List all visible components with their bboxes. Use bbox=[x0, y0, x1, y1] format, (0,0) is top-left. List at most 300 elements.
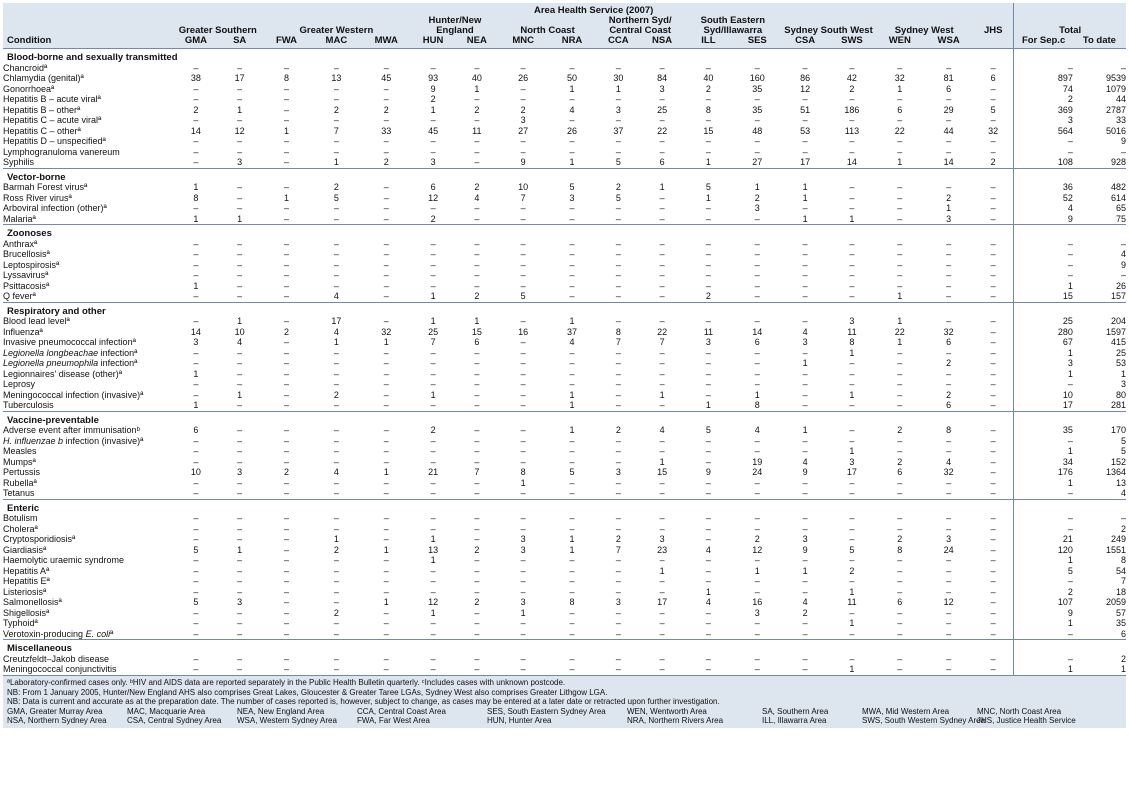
case-count: – bbox=[990, 597, 996, 608]
case-count: – bbox=[990, 513, 996, 524]
case-count: – bbox=[659, 608, 665, 618]
total-value: 415 bbox=[1110, 337, 1126, 348]
case-count: – bbox=[569, 115, 575, 126]
case-count: – bbox=[383, 566, 389, 576]
total-value: 4 bbox=[1120, 488, 1126, 498]
case-count: – bbox=[897, 147, 903, 157]
case-count: – bbox=[520, 436, 526, 446]
case-count: – bbox=[283, 214, 289, 224]
case-count: 45 bbox=[381, 73, 392, 84]
case-count: 7 bbox=[615, 337, 621, 348]
case-count: – bbox=[990, 115, 996, 126]
case-count: 1 bbox=[754, 566, 760, 576]
case-count: – bbox=[990, 576, 996, 587]
case-count: – bbox=[430, 478, 436, 488]
case-count: 1 bbox=[237, 316, 243, 327]
case-count: 1 bbox=[193, 400, 199, 410]
total-value: 18 bbox=[1115, 587, 1126, 597]
case-count: 11 bbox=[847, 597, 857, 608]
case-count: – bbox=[802, 94, 808, 105]
case-count: – bbox=[333, 597, 339, 608]
case-count: – bbox=[659, 555, 665, 566]
case-count: 5 bbox=[615, 157, 621, 167]
case-count: – bbox=[990, 239, 996, 249]
total-value: 65 bbox=[1115, 203, 1126, 214]
case-count: 93 bbox=[428, 73, 439, 84]
case-count: – bbox=[849, 555, 855, 566]
case-count: 1 bbox=[430, 608, 436, 618]
total-value: 108 bbox=[1014, 158, 1073, 169]
condition-name: Lyssavirusª bbox=[3, 270, 49, 281]
case-count: – bbox=[193, 488, 199, 498]
case-count: – bbox=[474, 513, 480, 524]
case-count: – bbox=[990, 524, 996, 534]
case-count: – bbox=[569, 136, 575, 147]
condition-name: Listeriosisª bbox=[3, 587, 47, 597]
region-header: South Eastern Syd/Illawarra bbox=[684, 16, 782, 36]
case-count: 1 bbox=[193, 369, 199, 379]
case-count: 2 bbox=[754, 193, 760, 203]
case-count: – bbox=[659, 400, 665, 410]
case-count: 2 bbox=[333, 105, 339, 115]
case-count: – bbox=[897, 214, 903, 224]
case-count: – bbox=[849, 94, 855, 105]
case-count: – bbox=[193, 576, 199, 587]
total-value: 35 bbox=[1014, 426, 1073, 437]
case-count: 4 bbox=[802, 597, 808, 608]
case-count: – bbox=[849, 270, 855, 281]
case-count: – bbox=[383, 214, 389, 224]
condition-name: Meningococcal infection (invasive)ª bbox=[3, 390, 144, 400]
total-value: – bbox=[1014, 524, 1073, 535]
case-count: – bbox=[193, 654, 199, 664]
case-count: – bbox=[520, 136, 526, 147]
case-count: – bbox=[283, 358, 289, 369]
case-count: – bbox=[283, 337, 289, 348]
table-row bbox=[3, 556, 1126, 567]
case-count: – bbox=[193, 587, 199, 597]
case-count: – bbox=[990, 348, 996, 358]
case-count: – bbox=[569, 608, 575, 618]
case-count: – bbox=[946, 436, 952, 446]
case-count: 4 bbox=[659, 425, 665, 436]
case-count: – bbox=[283, 182, 289, 193]
column-header bbox=[973, 36, 1014, 49]
case-count: 14 bbox=[190, 126, 201, 136]
case-count: – bbox=[383, 436, 389, 446]
total-value: – bbox=[1120, 513, 1126, 524]
total-value: – bbox=[1120, 270, 1126, 281]
case-count: – bbox=[283, 608, 289, 618]
table-row bbox=[3, 105, 1126, 116]
case-count: 2 bbox=[474, 597, 480, 608]
case-count: – bbox=[474, 115, 480, 126]
case-count: 3 bbox=[569, 193, 575, 203]
column-header: SA bbox=[218, 36, 262, 49]
case-count: – bbox=[569, 436, 575, 446]
condition-name: Choleraª bbox=[3, 524, 38, 534]
case-count: 8 bbox=[283, 73, 289, 84]
case-count: 32 bbox=[988, 126, 999, 136]
case-count: – bbox=[990, 467, 996, 478]
case-count: 15 bbox=[703, 126, 714, 136]
case-count: – bbox=[520, 281, 526, 291]
case-count: – bbox=[283, 618, 289, 629]
case-count: – bbox=[333, 63, 339, 73]
case-count: – bbox=[615, 358, 621, 369]
area-health-service-title: Area Health Service (2007) bbox=[174, 3, 1014, 16]
case-count: 2 bbox=[946, 193, 952, 203]
case-count: – bbox=[333, 147, 339, 157]
condition-name: Barmah Forest virusª bbox=[3, 182, 88, 193]
table-row bbox=[3, 369, 1126, 380]
case-count: – bbox=[193, 608, 199, 618]
total-value: 9 bbox=[1120, 260, 1126, 270]
header-corner bbox=[3, 3, 174, 16]
section-title-total-spacer bbox=[1014, 225, 1126, 240]
case-count: 35 bbox=[752, 84, 763, 94]
case-count: – bbox=[520, 654, 526, 664]
case-count: – bbox=[474, 436, 480, 446]
case-count: – bbox=[520, 400, 526, 410]
case-count: 1 bbox=[569, 400, 575, 410]
case-count: – bbox=[705, 576, 711, 587]
case-count: – bbox=[569, 587, 575, 597]
case-count: – bbox=[569, 214, 575, 224]
case-count: 1 bbox=[659, 390, 665, 400]
case-count: – bbox=[615, 664, 621, 675]
case-count: – bbox=[474, 488, 480, 498]
case-count: – bbox=[237, 260, 243, 270]
case-count: 1 bbox=[802, 182, 808, 193]
case-count: – bbox=[754, 513, 760, 524]
case-count: – bbox=[849, 193, 855, 203]
case-count: – bbox=[237, 193, 243, 203]
total-value: 9539 bbox=[1105, 73, 1126, 84]
case-count: 2 bbox=[333, 545, 339, 555]
case-count: – bbox=[283, 260, 289, 270]
case-count: – bbox=[849, 358, 855, 369]
case-count: 2 bbox=[283, 467, 289, 478]
case-count: 26 bbox=[567, 126, 578, 136]
case-count: 1 bbox=[802, 214, 808, 224]
case-count: – bbox=[705, 390, 711, 400]
case-count: – bbox=[520, 629, 526, 639]
case-count: – bbox=[193, 203, 199, 214]
case-count: – bbox=[802, 136, 808, 147]
case-count: 1 bbox=[705, 193, 711, 203]
case-count: 5 bbox=[849, 545, 855, 555]
abbreviation-item: GMA, Greater Murray Area bbox=[7, 706, 103, 716]
case-count: – bbox=[333, 400, 339, 410]
case-count: – bbox=[849, 260, 855, 270]
condition-header: Condition bbox=[3, 36, 174, 49]
case-count: 1 bbox=[659, 457, 665, 467]
case-count: 3 bbox=[659, 84, 665, 94]
case-count: – bbox=[990, 425, 996, 436]
total-value: – bbox=[1014, 629, 1073, 640]
case-count: – bbox=[615, 63, 621, 73]
case-count: 13 bbox=[428, 545, 439, 555]
column-header: WEN bbox=[875, 36, 924, 49]
case-count: – bbox=[946, 94, 952, 105]
table-row bbox=[3, 137, 1126, 148]
case-count: – bbox=[990, 390, 996, 400]
case-count: 86 bbox=[800, 73, 811, 84]
case-count: – bbox=[705, 436, 711, 446]
abbreviation-item: SES, South Eastern Sydney Area bbox=[487, 706, 606, 716]
case-count: – bbox=[237, 534, 243, 545]
case-count: – bbox=[659, 654, 665, 664]
case-count: – bbox=[520, 270, 526, 281]
case-count: 4 bbox=[802, 327, 808, 337]
case-count: – bbox=[705, 203, 711, 214]
case-count: 32 bbox=[943, 467, 954, 478]
case-count: – bbox=[705, 281, 711, 291]
case-count: – bbox=[659, 147, 665, 157]
section-title-total-spacer bbox=[1014, 168, 1126, 183]
total-header: Total bbox=[1014, 3, 1126, 36]
case-count: 1 bbox=[802, 358, 808, 369]
case-count: – bbox=[237, 249, 243, 260]
case-count: 1 bbox=[383, 337, 389, 348]
case-count: – bbox=[946, 608, 952, 618]
case-count: – bbox=[430, 147, 436, 157]
total-value: 67 bbox=[1014, 338, 1073, 349]
case-count: – bbox=[946, 587, 952, 597]
case-count: – bbox=[754, 270, 760, 281]
case-count: – bbox=[474, 478, 480, 488]
total-value: 3 bbox=[1014, 116, 1073, 127]
case-count: – bbox=[474, 566, 480, 576]
case-count: – bbox=[193, 270, 199, 281]
case-count: – bbox=[946, 291, 952, 301]
case-count: – bbox=[659, 115, 665, 126]
case-count: – bbox=[849, 488, 855, 498]
condition-name: Leptospirosisª bbox=[3, 260, 60, 270]
column-header: MWA bbox=[361, 36, 411, 49]
case-count: – bbox=[705, 115, 711, 126]
case-count: – bbox=[705, 446, 711, 457]
condition-name: Creutzfeldt–Jakob disease bbox=[3, 654, 110, 664]
table-row bbox=[3, 348, 1126, 359]
abbreviation-item: NRA, Northern Rivers Area bbox=[627, 716, 724, 725]
case-count: 15 bbox=[657, 467, 668, 478]
case-count: 160 bbox=[749, 73, 765, 84]
case-count: 16 bbox=[752, 597, 763, 608]
table-row bbox=[3, 489, 1126, 500]
total-value: 15 bbox=[1014, 292, 1073, 303]
case-count: – bbox=[520, 446, 526, 457]
case-count: 4 bbox=[237, 337, 243, 348]
section-title-total-spacer bbox=[1014, 49, 1126, 64]
case-count: 3 bbox=[849, 316, 855, 327]
case-count: – bbox=[430, 587, 436, 597]
case-count: – bbox=[802, 390, 808, 400]
case-count: – bbox=[474, 270, 480, 281]
case-count: – bbox=[946, 136, 952, 147]
table-row bbox=[3, 359, 1126, 370]
abbreviation-item: CSA, Central Sydney Area bbox=[127, 716, 222, 725]
total-value: 5 bbox=[1014, 566, 1073, 577]
table-row bbox=[3, 126, 1126, 137]
case-count: 44 bbox=[943, 126, 954, 136]
table-row bbox=[3, 292, 1126, 303]
case-count: – bbox=[283, 348, 289, 358]
case-count: – bbox=[946, 654, 952, 664]
case-count: – bbox=[615, 654, 621, 664]
case-count: – bbox=[193, 379, 199, 390]
case-count: – bbox=[333, 576, 339, 587]
case-count: – bbox=[520, 249, 526, 260]
case-count: 1 bbox=[802, 425, 808, 436]
case-count: – bbox=[990, 136, 996, 147]
case-count: – bbox=[520, 379, 526, 390]
total-value: 614 bbox=[1110, 193, 1126, 203]
case-count: – bbox=[897, 94, 903, 105]
case-count: 1 bbox=[430, 534, 436, 545]
case-count: – bbox=[383, 654, 389, 664]
case-count: – bbox=[193, 316, 199, 327]
condition-name: Ross River virusª bbox=[3, 193, 72, 203]
section-title: Zoonoses bbox=[3, 225, 1014, 240]
case-count: 4 bbox=[754, 425, 760, 436]
case-count: – bbox=[946, 182, 952, 193]
case-count: – bbox=[849, 249, 855, 260]
section-title: Miscellaneous bbox=[3, 640, 1014, 655]
case-count: 2 bbox=[849, 84, 855, 94]
total-value: 52 bbox=[1014, 193, 1073, 204]
case-count: – bbox=[283, 629, 289, 639]
case-count: – bbox=[897, 555, 903, 566]
case-count: 1 bbox=[659, 182, 665, 193]
case-count: 2 bbox=[897, 457, 903, 467]
condition-name: Haemolytic uraemic syndrome bbox=[3, 555, 125, 566]
case-count: 50 bbox=[567, 73, 578, 84]
case-count: – bbox=[193, 63, 199, 73]
case-count: 12 bbox=[800, 84, 811, 94]
case-count: 6 bbox=[897, 597, 903, 608]
case-count: – bbox=[474, 214, 480, 224]
case-count: – bbox=[333, 478, 339, 488]
case-count: – bbox=[754, 576, 760, 587]
case-count: – bbox=[430, 358, 436, 369]
case-count: 6 bbox=[946, 400, 952, 410]
case-count: 1 bbox=[802, 193, 808, 203]
total-value: 53 bbox=[1115, 358, 1126, 369]
table-row bbox=[3, 214, 1126, 225]
case-count: 1 bbox=[897, 337, 903, 348]
case-count: – bbox=[283, 291, 289, 301]
case-count: – bbox=[705, 147, 711, 157]
case-count: – bbox=[754, 555, 760, 566]
total-value: 2787 bbox=[1105, 105, 1126, 115]
case-count: – bbox=[283, 545, 289, 555]
table-row bbox=[3, 629, 1126, 640]
case-count: 22 bbox=[657, 126, 668, 136]
case-count: – bbox=[474, 425, 480, 436]
case-count: – bbox=[520, 555, 526, 566]
case-count: – bbox=[615, 369, 621, 379]
table-row bbox=[3, 426, 1126, 437]
case-count: 16 bbox=[518, 327, 529, 337]
case-count: – bbox=[897, 115, 903, 126]
case-count: – bbox=[383, 291, 389, 301]
case-count: 25 bbox=[657, 105, 668, 115]
case-count: – bbox=[283, 136, 289, 147]
case-count: – bbox=[193, 664, 199, 675]
case-count: – bbox=[849, 147, 855, 157]
condition-name: Hepatitis B – otherª bbox=[3, 105, 81, 115]
case-count: 8 bbox=[897, 545, 903, 555]
case-count: – bbox=[754, 147, 760, 157]
case-count: – bbox=[705, 488, 711, 498]
total-value: 157 bbox=[1110, 291, 1126, 301]
case-count: – bbox=[705, 369, 711, 379]
case-count: – bbox=[897, 358, 903, 369]
case-count: – bbox=[897, 348, 903, 358]
case-count: – bbox=[659, 629, 665, 639]
case-count: – bbox=[897, 524, 903, 534]
table-row bbox=[3, 545, 1126, 556]
case-count: – bbox=[659, 249, 665, 260]
case-count: 8 bbox=[520, 467, 526, 478]
total-value: 5 bbox=[1120, 446, 1126, 457]
table-row bbox=[3, 401, 1126, 412]
case-count: – bbox=[615, 436, 621, 446]
case-count: – bbox=[802, 576, 808, 587]
case-count: 1 bbox=[237, 214, 243, 224]
case-count: 1 bbox=[474, 316, 480, 327]
case-count: – bbox=[897, 63, 903, 73]
case-count: 1 bbox=[849, 664, 855, 675]
case-count: – bbox=[383, 316, 389, 327]
case-count: – bbox=[283, 94, 289, 105]
case-count: – bbox=[520, 390, 526, 400]
total-value: 80 bbox=[1115, 390, 1126, 400]
case-count: – bbox=[383, 587, 389, 597]
case-count: – bbox=[520, 618, 526, 629]
case-count: – bbox=[946, 379, 952, 390]
case-count: – bbox=[754, 63, 760, 73]
case-count: 1 bbox=[897, 84, 903, 94]
case-count: 1 bbox=[849, 446, 855, 457]
total-value: – bbox=[1120, 63, 1126, 73]
case-count: 9 bbox=[430, 84, 436, 94]
case-count: 1 bbox=[569, 316, 575, 327]
total-value: 897 bbox=[1014, 74, 1073, 85]
case-count: – bbox=[705, 513, 711, 524]
case-count: – bbox=[615, 446, 621, 457]
case-count: – bbox=[897, 260, 903, 270]
case-count: – bbox=[615, 478, 621, 488]
total-value: 3 bbox=[1120, 379, 1126, 390]
case-count: – bbox=[659, 436, 665, 446]
total-value: 1597 bbox=[1105, 327, 1126, 337]
case-count: – bbox=[802, 629, 808, 639]
case-count: 9 bbox=[802, 467, 808, 478]
case-count: – bbox=[659, 524, 665, 534]
case-count: – bbox=[383, 147, 389, 157]
case-count: – bbox=[849, 63, 855, 73]
table-row bbox=[3, 183, 1126, 194]
case-count: – bbox=[474, 457, 480, 467]
total-value: 5016 bbox=[1105, 126, 1126, 136]
case-count: – bbox=[990, 214, 996, 224]
case-count: – bbox=[705, 629, 711, 639]
case-count: – bbox=[237, 457, 243, 467]
case-count: 2 bbox=[193, 105, 199, 115]
